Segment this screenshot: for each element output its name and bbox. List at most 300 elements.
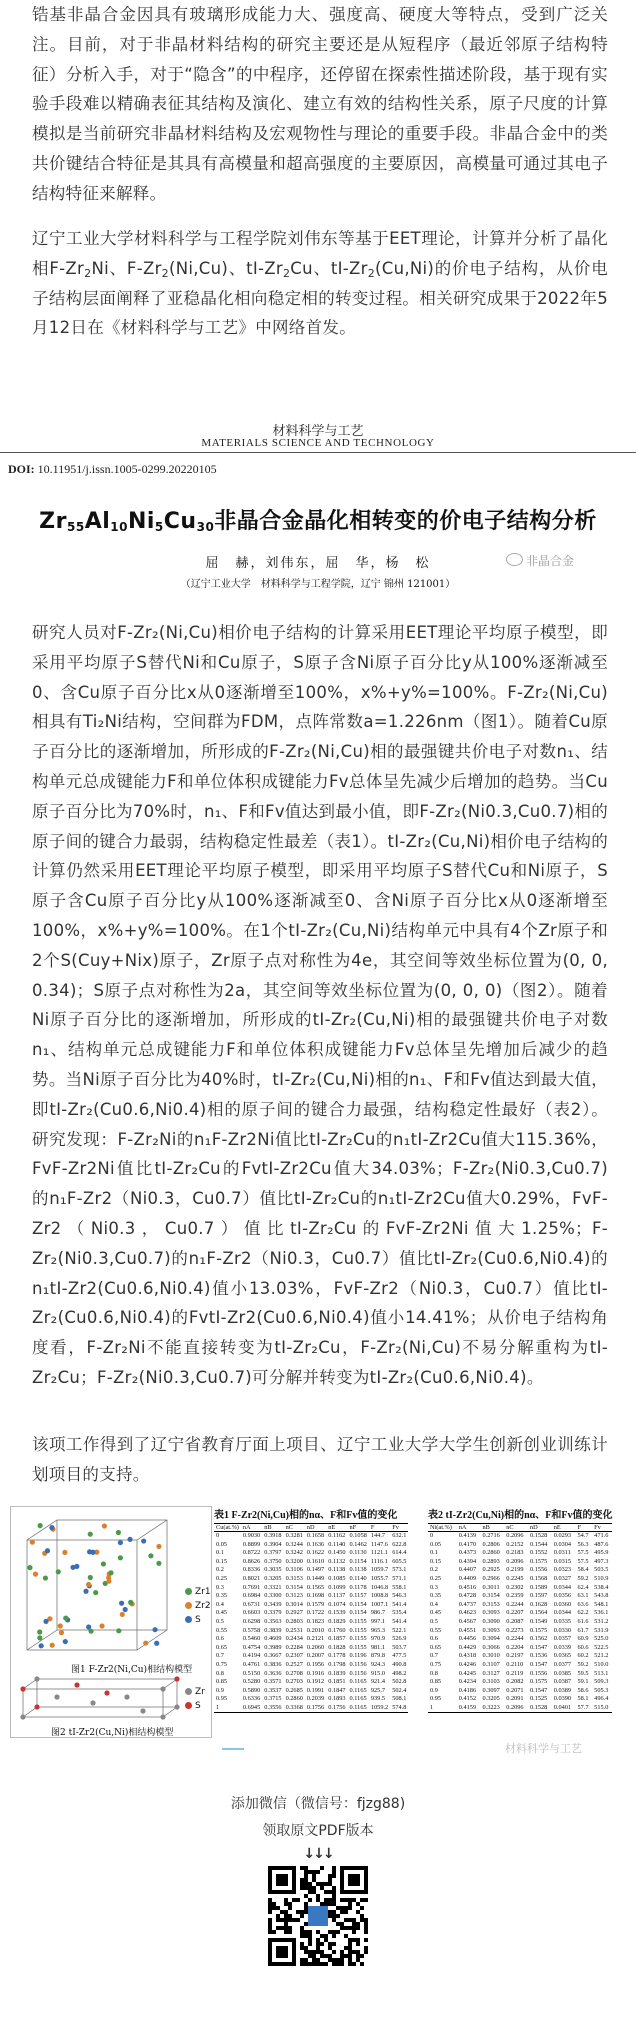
decorative-line	[222, 1748, 244, 1750]
atom	[108, 1570, 113, 1575]
table-cell: 58.1	[577, 1695, 589, 1703]
table-cell: 0.15	[430, 1557, 442, 1565]
table-cell: 0.5280	[242, 1678, 261, 1686]
table-cell: 0.1851	[328, 1678, 346, 1686]
journal-name-cn: 材料科学与工艺	[272, 424, 364, 439]
table-cell: 510.9	[594, 1574, 609, 1582]
table-cell: 0.1847	[328, 1686, 346, 1694]
table-cell: 0.1058	[349, 1532, 367, 1539]
table-cell: 879.8	[370, 1652, 386, 1660]
table-cell: 0.3839	[264, 1626, 282, 1634]
table-cell: 0.0323	[553, 1566, 572, 1574]
table-cell: 0.2703	[285, 1678, 303, 1686]
atom	[93, 1590, 98, 1595]
table-cell: 0.3066	[482, 1643, 500, 1651]
table-cell: 0.1552	[529, 1549, 548, 1557]
table-cell: 0.3106	[285, 1566, 303, 1574]
table-cell: 0.0344	[553, 1609, 572, 1617]
table-cell: 915.0	[370, 1669, 386, 1677]
table-cell: 0.4139	[458, 1532, 477, 1539]
table-cell: 59.2	[577, 1660, 589, 1668]
table-cell: 0.1547	[529, 1660, 548, 1668]
table-cell: 0.1130	[349, 1549, 367, 1557]
table-cell: 497.3	[594, 1557, 609, 1565]
table-cell: 548.1	[594, 1600, 609, 1608]
table-cell: 965.3	[370, 1626, 386, 1634]
table-cell: 0.3223	[481, 1704, 505, 1713]
table-cell: 0.1085	[328, 1574, 346, 1582]
table-cell: 0.3205	[482, 1695, 500, 1703]
table-row	[428, 1635, 612, 1644]
table-cell: 0.0356	[553, 1592, 572, 1600]
table-cell: 0.1916	[306, 1669, 325, 1677]
table-row	[214, 1566, 408, 1575]
table-cell: 0.2927	[285, 1609, 303, 1617]
table-cell: 0.0365	[553, 1652, 572, 1660]
table-row	[428, 1584, 612, 1593]
table-row	[214, 1695, 408, 1704]
summary-text-a: 辽宁工业大学材料科学与工程学院刘伟东等基于EET理论，计算并分析了晶化相F-Zr	[32, 229, 608, 278]
table-cell: 0.3242	[285, 1549, 303, 1557]
table-cell: 0.1162	[328, 1532, 346, 1539]
title-zr: Zr	[39, 509, 67, 534]
table-cell: 57.5	[577, 1557, 589, 1565]
table-cell: 0.3715	[264, 1695, 282, 1703]
table-cell: 0.2860	[285, 1695, 303, 1703]
table-row	[428, 1661, 612, 1670]
table-cell: 0.6	[430, 1635, 438, 1643]
table-cell: 0.3154	[285, 1583, 303, 1591]
table-cell: 0.2273	[506, 1626, 524, 1634]
table-cell: 498.2	[392, 1669, 407, 1677]
table-cell: 59.2	[577, 1574, 589, 1582]
table-cell: 60.9	[577, 1635, 589, 1643]
summary-text-c: (Ni,Cu)、tI-Zr	[168, 258, 283, 278]
intro-paragraph: 锆基非晶合金因具有玻璃形成能力大、强度高、硬度大等特点，受到广泛关注。目前，对于非晶材料结构的研究主要还是从短程序（最近邻原子结构特征）分析入手，对于“隐含”的中程序，还停留在探索性描述阶段，基于现有实验手段难以精确表征其结构及演化、建立有效的结构性关系，原子尺度的计算模拟是当前研究非晶材料结构及宏观物性与理论的重要手段。非晶合金中的类共价键结合特征是其具有高模量和超高强度的主要原因，高模量可通过其电子结构特征来解释。	[32, 5, 608, 203]
table-cell: 0.4407	[458, 1566, 477, 1574]
table-cell: 0.2244	[506, 1600, 524, 1608]
atom	[116, 1628, 121, 1633]
table-row	[428, 1575, 612, 1584]
table-row	[214, 1678, 408, 1687]
table-cell: 0.35	[216, 1592, 228, 1600]
table-cell: 0.2010	[306, 1626, 325, 1634]
table-cell: 0.4186	[458, 1686, 477, 1694]
legend-zr1: Zr1	[185, 1587, 211, 1597]
table-cell: 0.6984	[242, 1592, 261, 1600]
table-cell: 0.2307	[285, 1652, 303, 1660]
table-cell: 0.2110	[506, 1660, 524, 1668]
table-cell: 0.4170	[458, 1540, 477, 1548]
table-cell: 0.6298	[242, 1617, 261, 1625]
atom	[120, 1612, 125, 1617]
table-cell: 535.4	[392, 1609, 407, 1617]
table-cell: 0.1140	[349, 1574, 367, 1582]
table-cell: 0.3011	[482, 1583, 500, 1591]
atom	[63, 1639, 68, 1644]
table-row	[428, 1704, 612, 1713]
table-cell: 573.1	[392, 1566, 407, 1574]
table-cell: 0.6603	[242, 1609, 261, 1617]
table-cell: 0.2	[430, 1566, 438, 1574]
table-cell: 541.4	[392, 1600, 407, 1608]
table-cell: 0.75	[216, 1660, 228, 1668]
table-cell: 536.1	[594, 1609, 609, 1617]
table-row	[428, 1592, 612, 1601]
table-cell: 0.0335	[553, 1617, 572, 1625]
table-cell: 0.3571	[264, 1678, 282, 1686]
table-cell: 614.4	[392, 1549, 407, 1557]
table-cell: 0.1154	[349, 1609, 367, 1617]
table-cell: 0.1857	[328, 1635, 346, 1643]
table-cell: 62.4	[577, 1583, 589, 1591]
atom	[127, 1537, 132, 1542]
table-cell: 0.3097	[482, 1686, 500, 1694]
atom	[156, 1544, 161, 1549]
table-cell: 925.7	[370, 1686, 386, 1694]
table-cell: 0.4609	[264, 1635, 282, 1643]
atom	[148, 1553, 153, 1558]
table-cell: 0.3563	[264, 1617, 282, 1625]
authors: 屈 赫，刘伟东，屈 华，杨 松	[205, 556, 431, 571]
table-header: nE	[552, 1524, 576, 1532]
table-row	[214, 1652, 408, 1661]
atom	[88, 1575, 93, 1580]
table-cell: 0.1157	[349, 1592, 367, 1600]
table-cell: 0.2860	[482, 1549, 500, 1557]
table-cell: 0.8722	[242, 1549, 261, 1557]
table-cell: 0.3093	[482, 1609, 500, 1617]
table-cell: 0.3321	[264, 1583, 282, 1591]
table-cell: 1007.1	[370, 1600, 389, 1608]
table-cell: 522.5	[594, 1643, 609, 1651]
table-cell: 0.55	[216, 1626, 228, 1634]
table-cell: 0.3	[430, 1583, 438, 1591]
atom	[160, 1686, 165, 1691]
table-cell: 0.2204	[506, 1643, 524, 1651]
table-cell: 0.1589	[529, 1583, 548, 1591]
atom	[101, 1561, 106, 1566]
table-row	[214, 1627, 408, 1636]
table-cell: 574.8	[390, 1704, 408, 1713]
table-cell: 0.2087	[506, 1617, 524, 1625]
table-row	[214, 1618, 408, 1627]
table-cell: 0.4	[216, 1600, 224, 1608]
table-cell: 0.4318	[458, 1652, 477, 1660]
table-header: nA	[241, 1524, 262, 1532]
atom	[37, 1635, 42, 1640]
table-cell: 0.8336	[242, 1566, 261, 1574]
table-header: nB	[481, 1524, 505, 1532]
table-cell: 0.3244	[285, 1540, 303, 1548]
table-cell: 0.1628	[529, 1600, 548, 1608]
table-cell: 0.1722	[306, 1609, 325, 1617]
table-cell: 0.2121	[306, 1635, 325, 1643]
summary-paragraph	[32, 224, 608, 343]
table-cell: 0.1138	[328, 1566, 346, 1574]
table-cell: 0.5758	[242, 1626, 261, 1634]
summary-text-d: Cu、tI-Zr	[290, 258, 368, 278]
table-cell: 0.1528	[528, 1704, 552, 1713]
table-header: nF	[348, 1524, 369, 1532]
table-header: Cu(at.%)	[216, 1524, 239, 1531]
atom	[43, 1619, 48, 1624]
table-cell: 0.05	[216, 1540, 228, 1548]
atom	[86, 1582, 91, 1587]
atom	[30, 1540, 35, 1545]
table-cell: 487.6	[594, 1540, 609, 1548]
table-cell: 0.3014	[285, 1600, 303, 1608]
table-cell: 0.1132	[328, 1557, 346, 1565]
table-cell: 0.1698	[306, 1592, 325, 1600]
title-rest: 非晶合金晶化相转变的价电子结构分析	[214, 509, 597, 534]
table-cell: 0.0339	[553, 1643, 572, 1651]
table-cell: 0.4152	[458, 1695, 477, 1703]
table-cell: 0.3797	[264, 1549, 282, 1557]
table-cell: 0.3300	[264, 1592, 282, 1600]
table-cell: 0.2527	[285, 1660, 303, 1668]
table-cell: 0.4551	[458, 1626, 477, 1634]
table-cell: 496.4	[594, 1695, 609, 1703]
table-cell: 0.2245	[506, 1574, 524, 1582]
atom	[116, 1530, 121, 1535]
table-cell: 0.4373	[458, 1549, 477, 1557]
table-row	[214, 1670, 408, 1679]
table-row	[428, 1549, 612, 1558]
table-cell: 0.2302	[506, 1583, 524, 1591]
table-cell: 0.3636	[264, 1669, 282, 1677]
structure-model-2	[17, 1675, 187, 1723]
table-cell: 0.1155	[349, 1626, 367, 1634]
table-row	[428, 1678, 612, 1687]
table-cell: 0.0330	[553, 1626, 572, 1634]
table-row	[428, 1532, 612, 1541]
table-row	[214, 1687, 408, 1696]
atom	[54, 1694, 59, 1699]
table-cell: 0.1760	[328, 1626, 346, 1634]
table-cell: 503.5	[594, 1566, 609, 1574]
table-cell: 63.1	[577, 1592, 589, 1600]
atom	[88, 1629, 93, 1634]
table-cell: 0.3281	[285, 1532, 303, 1539]
table-cell: 0.1756	[305, 1704, 326, 1713]
table-cell: 531.2	[594, 1617, 609, 1625]
table-cell: 0.0387	[553, 1678, 572, 1686]
table-cell: 522.1	[392, 1626, 407, 1634]
table-row	[214, 1575, 408, 1584]
table-cell: 0.0315	[553, 1557, 572, 1565]
table-cell: 56.3	[577, 1540, 589, 1548]
table-cell: 0.3127	[482, 1669, 500, 1677]
table-cell: 0.3153	[285, 1574, 303, 1582]
table-cell: 0.1829	[328, 1617, 346, 1625]
legend2-s: S	[185, 1701, 201, 1711]
table-cell: 0.1912	[306, 1678, 325, 1686]
doi-label: DOI:	[8, 462, 35, 476]
table-cell: 0.1828	[328, 1643, 346, 1651]
atom	[50, 1643, 55, 1648]
table-cell: 0.4516	[458, 1583, 477, 1591]
atom	[118, 1555, 123, 1560]
table-cell: 0.2434	[285, 1635, 303, 1643]
table-cell: 0.1610	[306, 1557, 325, 1565]
table-cell: 525.0	[594, 1635, 609, 1643]
table-cell: 0.2183	[506, 1549, 524, 1557]
table-cell: 0.2091	[506, 1695, 524, 1703]
table-cell: 0.1156	[349, 1669, 367, 1677]
table-cell: 986.7	[370, 1609, 386, 1617]
table-cell: 0.2685	[285, 1686, 303, 1694]
table-cell: 0.0344	[553, 1583, 572, 1591]
atom	[90, 1550, 95, 1555]
table-cell: 0.1165	[349, 1695, 367, 1703]
table-cell: 0.5	[216, 1617, 224, 1625]
table-cell: 0.9	[216, 1686, 224, 1694]
table-cell: 0.8899	[242, 1540, 261, 1548]
table-header: nC	[504, 1524, 528, 1532]
atom	[74, 1682, 79, 1687]
affiliation: （辽宁工业大学 材料科学与工程学院，辽宁 锦州 121001）	[180, 579, 456, 590]
table-cell: 0.1	[216, 1549, 224, 1557]
atom	[33, 1572, 38, 1577]
table-cell: 0.1155	[349, 1643, 367, 1651]
table-cell: 0.4754	[242, 1643, 261, 1651]
subscript: 2	[161, 266, 169, 280]
table-cell: 61.6	[577, 1617, 589, 1625]
table-cell: 0.7	[216, 1652, 224, 1660]
journal-name-en: MATERIALS SCIENCE AND TECHNOLOGY	[201, 437, 435, 449]
table1-caption: 表1 F-Zr2(Ni,Cu)相的nα、F和Fv值的变化	[214, 1510, 398, 1521]
table-cell: 60.2	[577, 1652, 589, 1660]
table-cell: 0.2359	[506, 1592, 524, 1600]
table-cell: 505.3	[594, 1686, 609, 1694]
table-cell: 0.1450	[328, 1549, 346, 1557]
table-cell: 0.1528	[529, 1532, 548, 1539]
table-cell: 0.6	[216, 1635, 224, 1643]
table-cell: 0.4456	[458, 1635, 477, 1643]
table-cell: 0.3836	[264, 1660, 282, 1668]
atom	[37, 1629, 42, 1634]
table-cell: 0.1525	[529, 1695, 548, 1703]
table-cell: 921.4	[370, 1678, 386, 1686]
table-cell: 0.4	[430, 1600, 438, 1608]
table-cell: 0.4737	[458, 1600, 477, 1608]
table-cell: 0.2708	[285, 1669, 303, 1677]
table-cell: 0.3667	[264, 1652, 282, 1660]
title-ni: Ni	[127, 509, 155, 534]
atom	[34, 1704, 39, 1709]
wechat-icon	[506, 553, 523, 566]
table-cell: 58.4	[577, 1566, 589, 1574]
table-cell: 0.3	[216, 1583, 224, 1591]
table-cell: 0.05	[430, 1540, 442, 1548]
table-cell: 0.2966	[482, 1574, 500, 1582]
table-cell: 502.8	[392, 1678, 407, 1686]
table-cell: 0.3093	[482, 1626, 500, 1634]
atom	[43, 1575, 48, 1580]
table-cell: 502.4	[392, 1686, 407, 1694]
table-cell: 0.1449	[306, 1574, 325, 1582]
table-cell: 0.1165	[348, 1704, 369, 1713]
down-arrows-icon: ↓↓↓	[303, 1846, 333, 1862]
table-cell: 59.5	[577, 1669, 589, 1677]
table-cell: 54.7	[577, 1532, 589, 1539]
atom	[38, 1523, 43, 1528]
table-header: Ni(at.%)	[428, 1524, 457, 1532]
table-cell: 0.1579	[306, 1600, 325, 1608]
table-cell: 0.1564	[529, 1609, 548, 1617]
summary-text-b: Ni、F-Zr	[91, 258, 162, 278]
table-header: Fv	[390, 1524, 408, 1532]
table-cell: 0.2096	[506, 1557, 524, 1565]
table-cell: 1116.1	[370, 1557, 388, 1565]
table-cell: 0.95	[216, 1695, 228, 1703]
table-cell: 0.7691	[242, 1583, 261, 1591]
table-cell: 0.0389	[553, 1686, 572, 1694]
table-cell: 0.8021	[242, 1574, 261, 1582]
table-row	[428, 1541, 612, 1550]
title-al-sub: 10	[110, 520, 128, 534]
table-cell: 526.9	[392, 1635, 407, 1643]
watermark	[506, 552, 574, 569]
table-cell: 144.7	[370, 1532, 386, 1539]
table-cell: 981.1	[370, 1643, 386, 1651]
table-header: nC	[284, 1524, 305, 1532]
table-cell: 0.1839	[328, 1669, 346, 1677]
atom	[174, 1676, 179, 1681]
table-cell: 0.3379	[264, 1609, 282, 1617]
table-cell: 0.8626	[242, 1557, 261, 1565]
atom	[62, 1550, 67, 1555]
table-cell: 0.4194	[242, 1652, 261, 1660]
table-cell: 0.4761	[242, 1660, 261, 1668]
atom	[124, 1694, 129, 1699]
table-cell: 0.3918	[264, 1532, 282, 1539]
atom	[160, 1714, 165, 1719]
table-cell: 0.3103	[482, 1678, 500, 1686]
atom	[140, 1708, 145, 1713]
table-row	[214, 1609, 408, 1618]
table-row	[214, 1532, 408, 1541]
table-cell: 0.6945	[241, 1704, 262, 1713]
table-row	[214, 1644, 408, 1653]
table-cell: 0.1756	[326, 1704, 347, 1713]
atom	[106, 1579, 111, 1584]
table-cell: 510.0	[594, 1660, 609, 1668]
atom	[49, 1525, 54, 1530]
table-cell: 0.1155	[349, 1617, 367, 1625]
table-cell: 0.3035	[264, 1566, 282, 1574]
legend-zr2: Zr2	[185, 1601, 211, 1611]
table-row	[428, 1644, 612, 1653]
table-cell: 0.1798	[328, 1660, 346, 1668]
table-cell: 1046.8	[370, 1583, 389, 1591]
table-header: Fv	[592, 1524, 612, 1532]
table-cell: 0.3205	[264, 1574, 282, 1582]
table2-caption: 表2 tI-Zr2(Cu,Ni)相的nα、F和Fv值的变化	[428, 1510, 613, 1521]
follow-wechat-text: 添加微信（微信号：fjzg88)	[230, 1796, 406, 1812]
table-cell: 0.0357	[553, 1635, 572, 1643]
atom	[27, 1565, 32, 1570]
table-cell: 0.1575	[529, 1626, 548, 1634]
table-row	[428, 1670, 612, 1679]
table-cell: 0.1137	[328, 1592, 346, 1600]
table-cell: 1008.8	[370, 1592, 389, 1600]
table-cell: 0.1544	[529, 1540, 548, 1548]
table-cell: 0.3989	[264, 1643, 282, 1651]
table-cell: 0.6336	[242, 1695, 261, 1703]
qr-code[interactable]	[268, 1866, 368, 1966]
